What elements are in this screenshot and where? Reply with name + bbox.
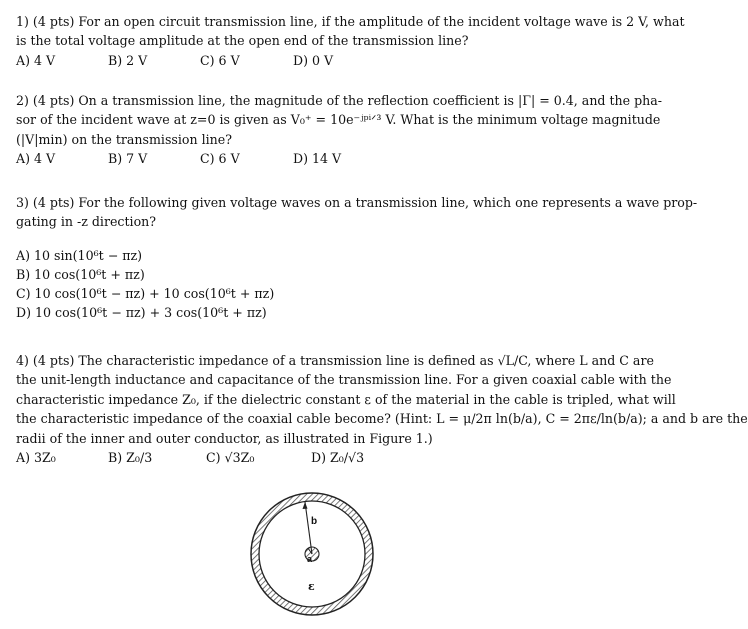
- q2-option-a: A) 4 V: [16, 151, 56, 167]
- q4-line-3: characteristic impedance Z₀, if the dielectric constant ε of the material in the cable is tripled, what will: [16, 391, 676, 407]
- q2-line-3: (|V|min) on the transmission line?: [16, 131, 232, 147]
- q4-option-b: B) Z₀/3: [108, 450, 153, 466]
- question-3: [16, 193, 698, 322]
- q2-options: [16, 149, 634, 168]
- q4-line-1: 4) (4 pts) The characteristic impedance of a transmission line is defined as √L/C, where L and C are: [16, 353, 654, 368]
- q4-options: [16, 448, 634, 467]
- q2-line-2: sor of the incident wave at z=0 is given as V₀⁺ = 10e⁻ʲᵖⁱᐟ³ V. What is the minimum voltage magnitude: [16, 112, 661, 128]
- q1-option-b: B) 2 V: [108, 52, 148, 68]
- q2-option-d: D) 14 V: [293, 151, 342, 167]
- q4-line-5: radii of the inner and outer conductor, as illustrated in Figure 1.): [16, 430, 433, 446]
- q4-line-2: the unit-length inductance and capacitance of the transmission line. For a given coaxial cable with the: [16, 372, 672, 388]
- q1-option-a: A) 4 V: [16, 52, 56, 68]
- q3-option-b: B) 10 cos(10⁶t + πz): [16, 266, 145, 282]
- label-a: a: [307, 554, 313, 564]
- coaxial-cable-figure: [248, 490, 376, 620]
- q1-options: [16, 51, 634, 70]
- q2-line-1: 2) (4 pts) On a transmission line, the magnitude of the reflection coefficient is |Γ| = 0.4, and the pha-: [16, 93, 663, 108]
- q4-line-4: the characteristic impedance of the coaxial cable become? (Hint: L = μ/2π ln(b/a), C = 2πε/ln(b/a); a and b are the: [16, 411, 748, 427]
- q3-options: [16, 246, 634, 322]
- label-b: b: [311, 516, 318, 527]
- q3-line-1: 3) (4 pts) For the following given voltage waves on a transmission line, which one represents a wave prop-: [16, 195, 698, 210]
- question-4: [16, 351, 748, 467]
- q2-option-b: B) 7 V: [108, 151, 148, 167]
- q1-option-c: C) 6 V: [200, 52, 240, 68]
- q1-line-1: 1) (4 pts) For an open circuit transmission line, if the amplitude of the incident voltage wave is 2 V, what: [16, 14, 685, 29]
- q4-option-a: A) 3Z₀: [16, 450, 56, 466]
- q4-option-c: C) √3Z₀: [206, 450, 255, 466]
- q3-line-2: gating in -z direction?: [16, 214, 157, 230]
- q1-option-d: D) 0 V: [293, 52, 334, 68]
- question-2: [16, 91, 663, 168]
- q4-option-d: D) Z₀/√3: [311, 450, 365, 466]
- q3-option-a: A) 10 sin(10⁶t − πz): [16, 247, 143, 263]
- q1-line-2: is the total voltage amplitude at the open end of the transmission line?: [16, 33, 469, 49]
- q2-option-c: C) 6 V: [200, 151, 240, 167]
- q3-option-d: D) 10 cos(10⁶t − πz) + 3 cos(10⁶t + πz): [16, 304, 267, 320]
- q3-option-c: C) 10 cos(10⁶t − πz) + 10 cos(10⁶t + πz): [16, 285, 275, 301]
- label-epsilon: ε: [308, 580, 315, 593]
- question-1: [16, 12, 685, 70]
